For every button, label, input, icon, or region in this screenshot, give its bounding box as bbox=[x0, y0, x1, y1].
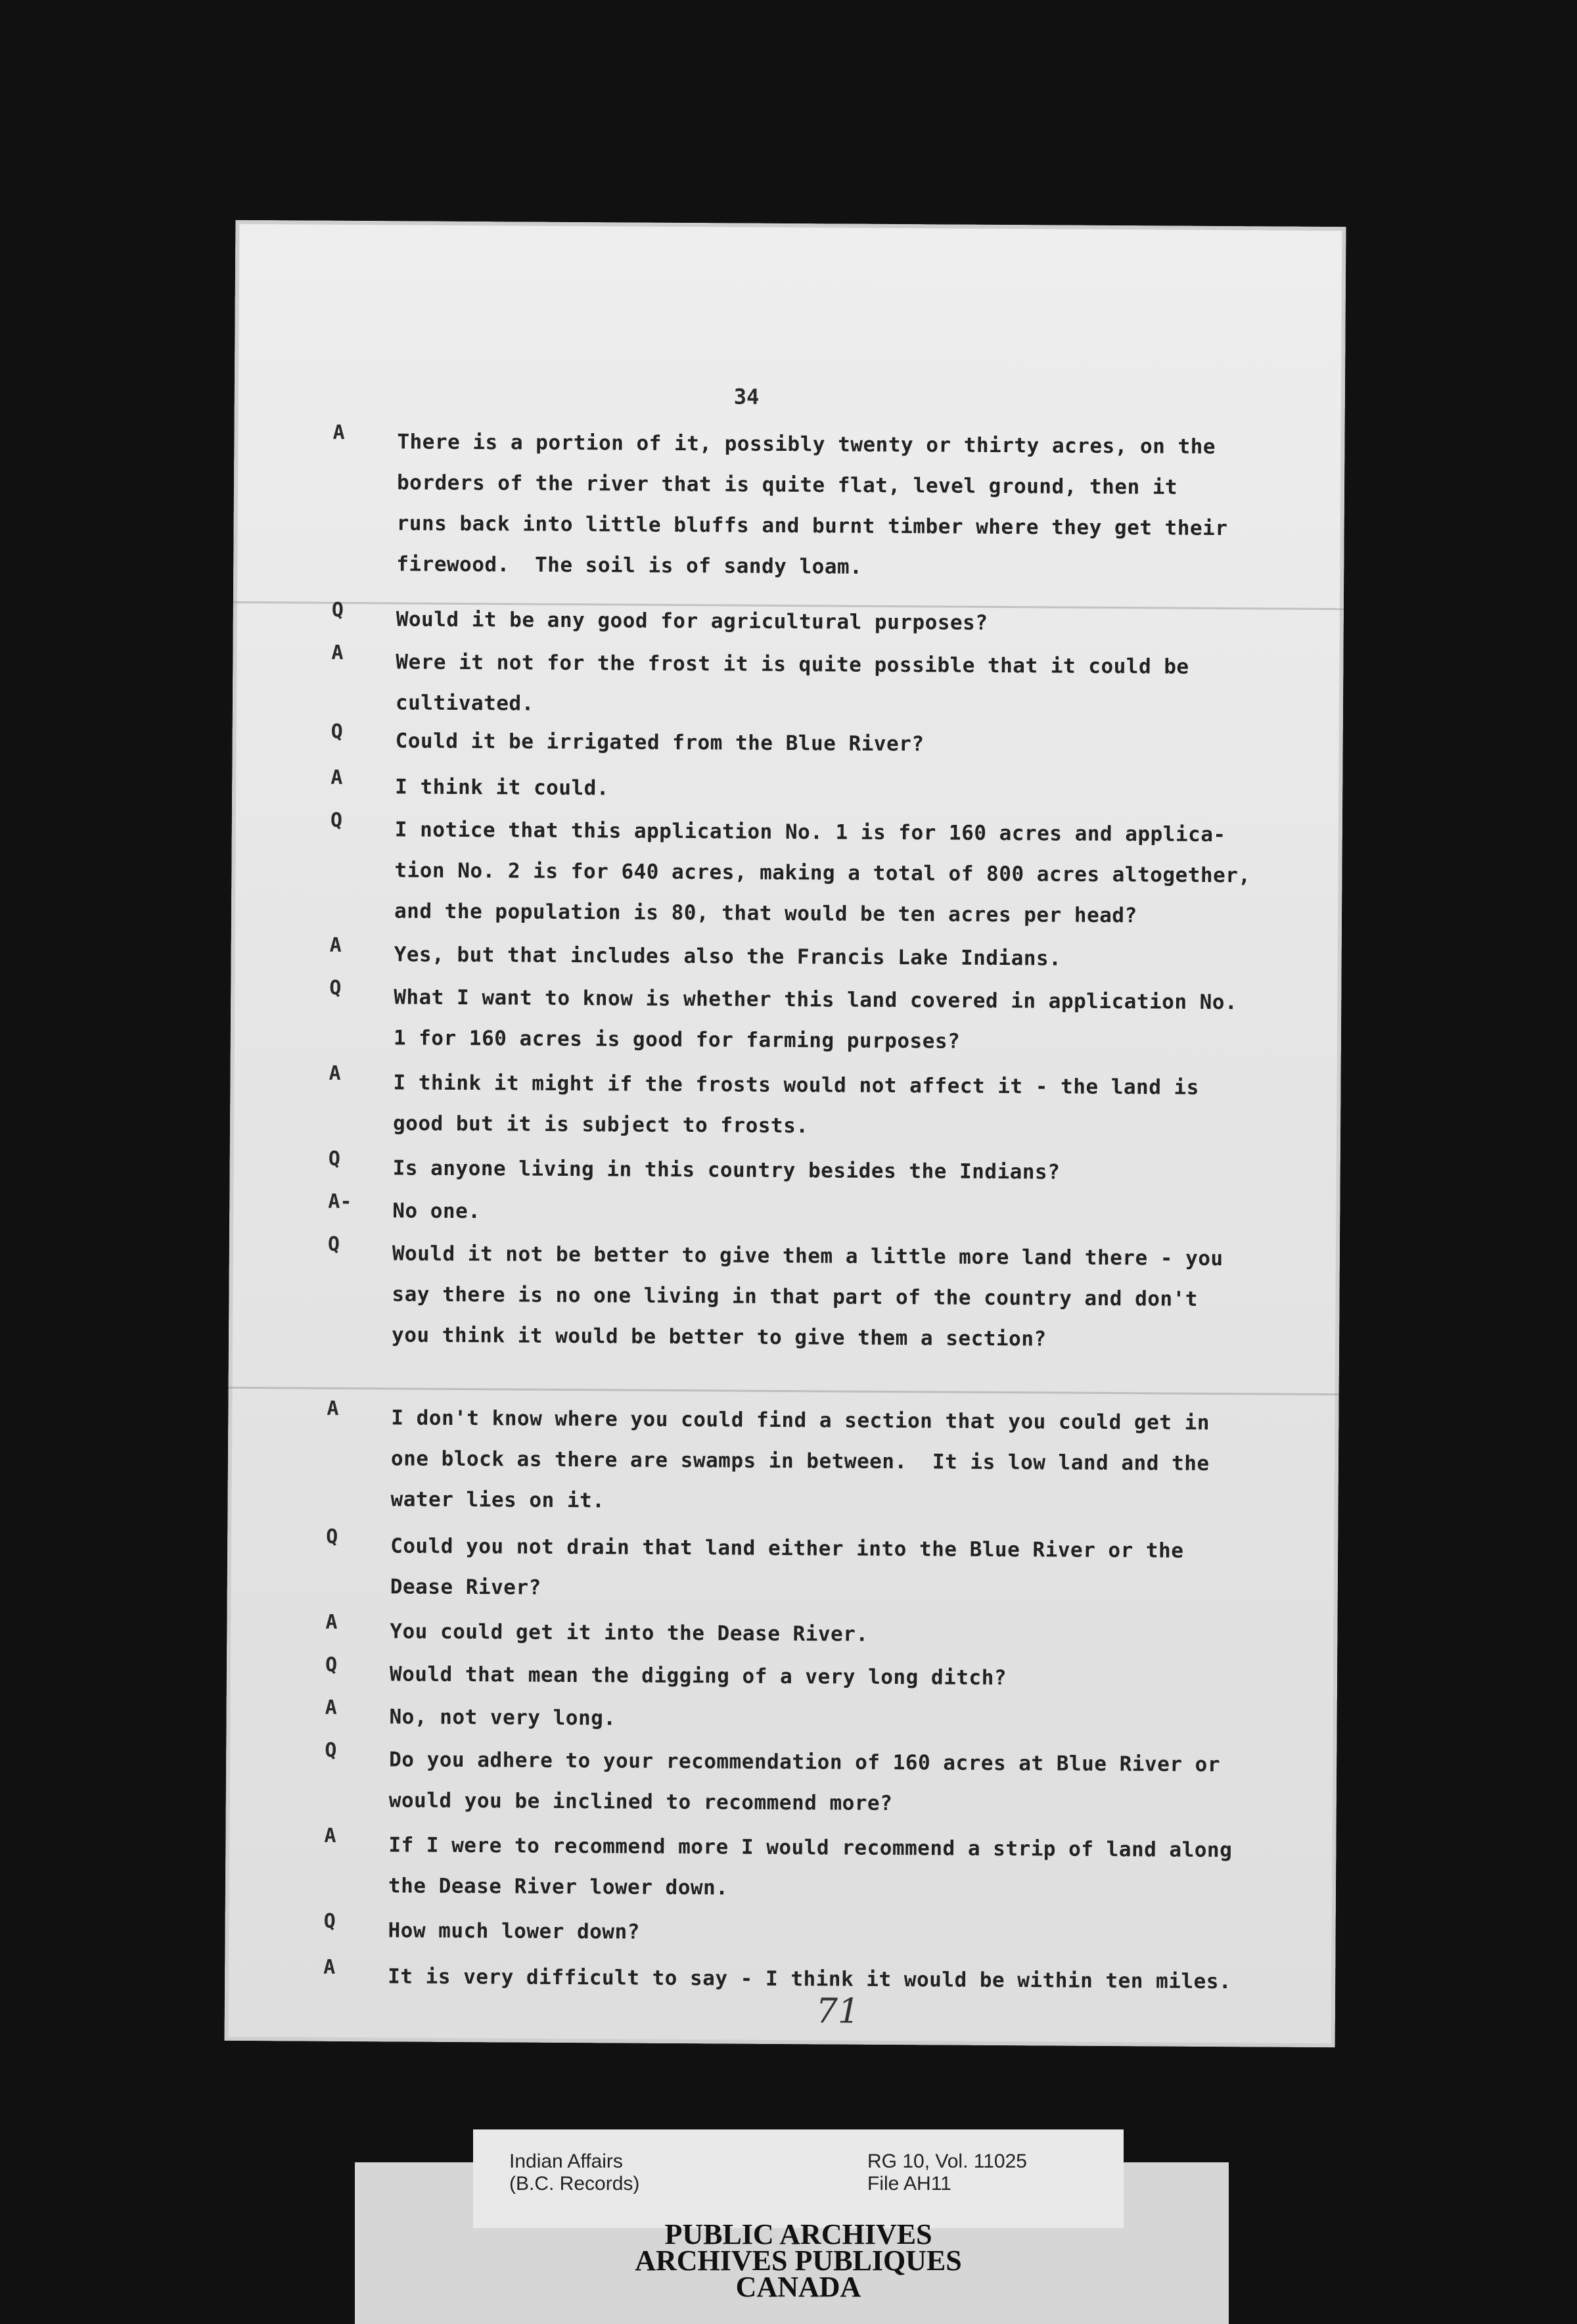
speaker-marker: A bbox=[325, 1696, 337, 1719]
speaker-marker: Q bbox=[325, 1653, 338, 1677]
entry-text: It is very difficult to say - I think it would be within ten miles. bbox=[388, 1964, 1232, 1994]
speaker-marker: A bbox=[331, 766, 343, 789]
qa-entry bbox=[227, 1525, 1338, 1600]
speaker-marker: A- bbox=[328, 1190, 352, 1213]
archive-label-left-line2: (B.C. Records) bbox=[509, 2173, 640, 2195]
archive-label-right-line1: RG 10, Vol. 11025 bbox=[867, 2150, 1027, 2172]
speaker-marker: Q bbox=[329, 976, 342, 1000]
archive-label-card bbox=[473, 2129, 1124, 2228]
entry-text: What I want to know is whether this land covered in application No. 1 for 160 acres is good for farming purposes? bbox=[393, 985, 1238, 1054]
archive-label-left-line1: Indian Affairs bbox=[509, 2150, 623, 2172]
entry-text: Yes, but that includes also the Francis Lake Indians. bbox=[394, 942, 1062, 971]
speaker-marker: A bbox=[332, 421, 345, 444]
entry-text: How much lower down? bbox=[388, 1918, 640, 1944]
entry-text: I notice that this application No. 1 is for 160 acres and applica- tion No. 2 is for 640 acres, making a total of 800 acres altogether, and the population is 80, that would be ten acres per head? bbox=[394, 818, 1251, 928]
qa-entry bbox=[232, 766, 1342, 801]
fold-line bbox=[229, 1387, 1339, 1395]
archive-label-left bbox=[509, 2150, 639, 2195]
speaker-marker: A bbox=[329, 1061, 341, 1085]
entry-text: Would that mean the digging of a very long ditch? bbox=[389, 1662, 1007, 1690]
entry-text: Do you adhere to your recommendation of 160 acres at Blue River or would you be inclined to recommend more? bbox=[388, 1748, 1221, 1816]
page-number: 34 bbox=[733, 384, 760, 409]
speaker-marker: Q bbox=[326, 1525, 338, 1548]
archive-label-right-line2: File AH11 bbox=[867, 2173, 951, 2195]
entry-text: No, not very long. bbox=[389, 1705, 616, 1731]
qa-entry bbox=[225, 1955, 1335, 1994]
entry-text: No one. bbox=[392, 1199, 481, 1224]
speaker-marker: A bbox=[331, 641, 344, 664]
archive-stamp-line3: CANADA bbox=[735, 2271, 861, 2303]
archive-stamp bbox=[473, 2218, 1124, 2303]
entry-text: There is a portion of it, possibly twenty or thirty acres, on the borders of the river that is quite flat, level ground, then it runs back into little bluffs and burnt timber where they get their firewood. The soil is of sandy loam. bbox=[396, 430, 1228, 579]
entry-text: I don't know where you could find a section that you could get in one block as there are swamps in between. It is low land and the water lies on it. bbox=[390, 1406, 1210, 1513]
speaker-marker: A bbox=[329, 933, 342, 957]
qa-entry bbox=[235, 421, 1345, 579]
entry-text: Would it be any good for agricultural purposes? bbox=[396, 607, 988, 635]
speaker-marker: A bbox=[324, 1824, 336, 1848]
speaker-marker: Q bbox=[331, 720, 343, 743]
speaker-marker: Q bbox=[331, 598, 344, 622]
speaker-marker: A bbox=[327, 1397, 339, 1420]
archive-label-right bbox=[867, 2150, 1027, 2195]
entry-text: Could you not drain that land either into the Blue River or the Dease River? bbox=[390, 1534, 1184, 1600]
speaker-marker: A bbox=[323, 1955, 336, 1979]
speaker-marker: Q bbox=[325, 1738, 337, 1762]
entry-text: Were it not for the frost it is quite possible that it could be cultivated. bbox=[395, 650, 1189, 716]
archive-stamp-line2: ARCHIVES PUBLIQUES bbox=[635, 2244, 962, 2277]
speaker-marker: A bbox=[325, 1610, 338, 1634]
entry-text: Is anyone living in this country besides the Indians? bbox=[392, 1156, 1061, 1184]
entry-text: I think it might if the frosts would not affect it - the land is good but it is subject to frosts. bbox=[392, 1071, 1200, 1138]
entry-text: Would it not be better to give them a little more land there - you say there is no one living in that part of the country and don't you think it would be better to give them a section? bbox=[392, 1242, 1223, 1351]
entry-text: You could get it into the Dease River. bbox=[390, 1619, 869, 1646]
speaker-marker: Q bbox=[330, 808, 343, 832]
qa-entry bbox=[233, 598, 1344, 635]
entry-text: If I were to recommend more I would recommend a strip of land along the Dease River lower down. bbox=[388, 1833, 1233, 1900]
entry-text: Could it be irrigated from the Blue River? bbox=[395, 729, 925, 756]
archive-stamp-line1: PUBLIC ARCHIVES bbox=[664, 2218, 932, 2250]
qa-entry bbox=[229, 1397, 1339, 1513]
speaker-marker: Q bbox=[323, 1909, 336, 1933]
speaker-marker: Q bbox=[327, 1232, 340, 1256]
entry-text: I think it could. bbox=[395, 775, 610, 801]
speaker-marker: Q bbox=[328, 1147, 340, 1171]
document-page bbox=[225, 220, 1346, 2047]
folio-number: 71 bbox=[815, 1991, 860, 2032]
